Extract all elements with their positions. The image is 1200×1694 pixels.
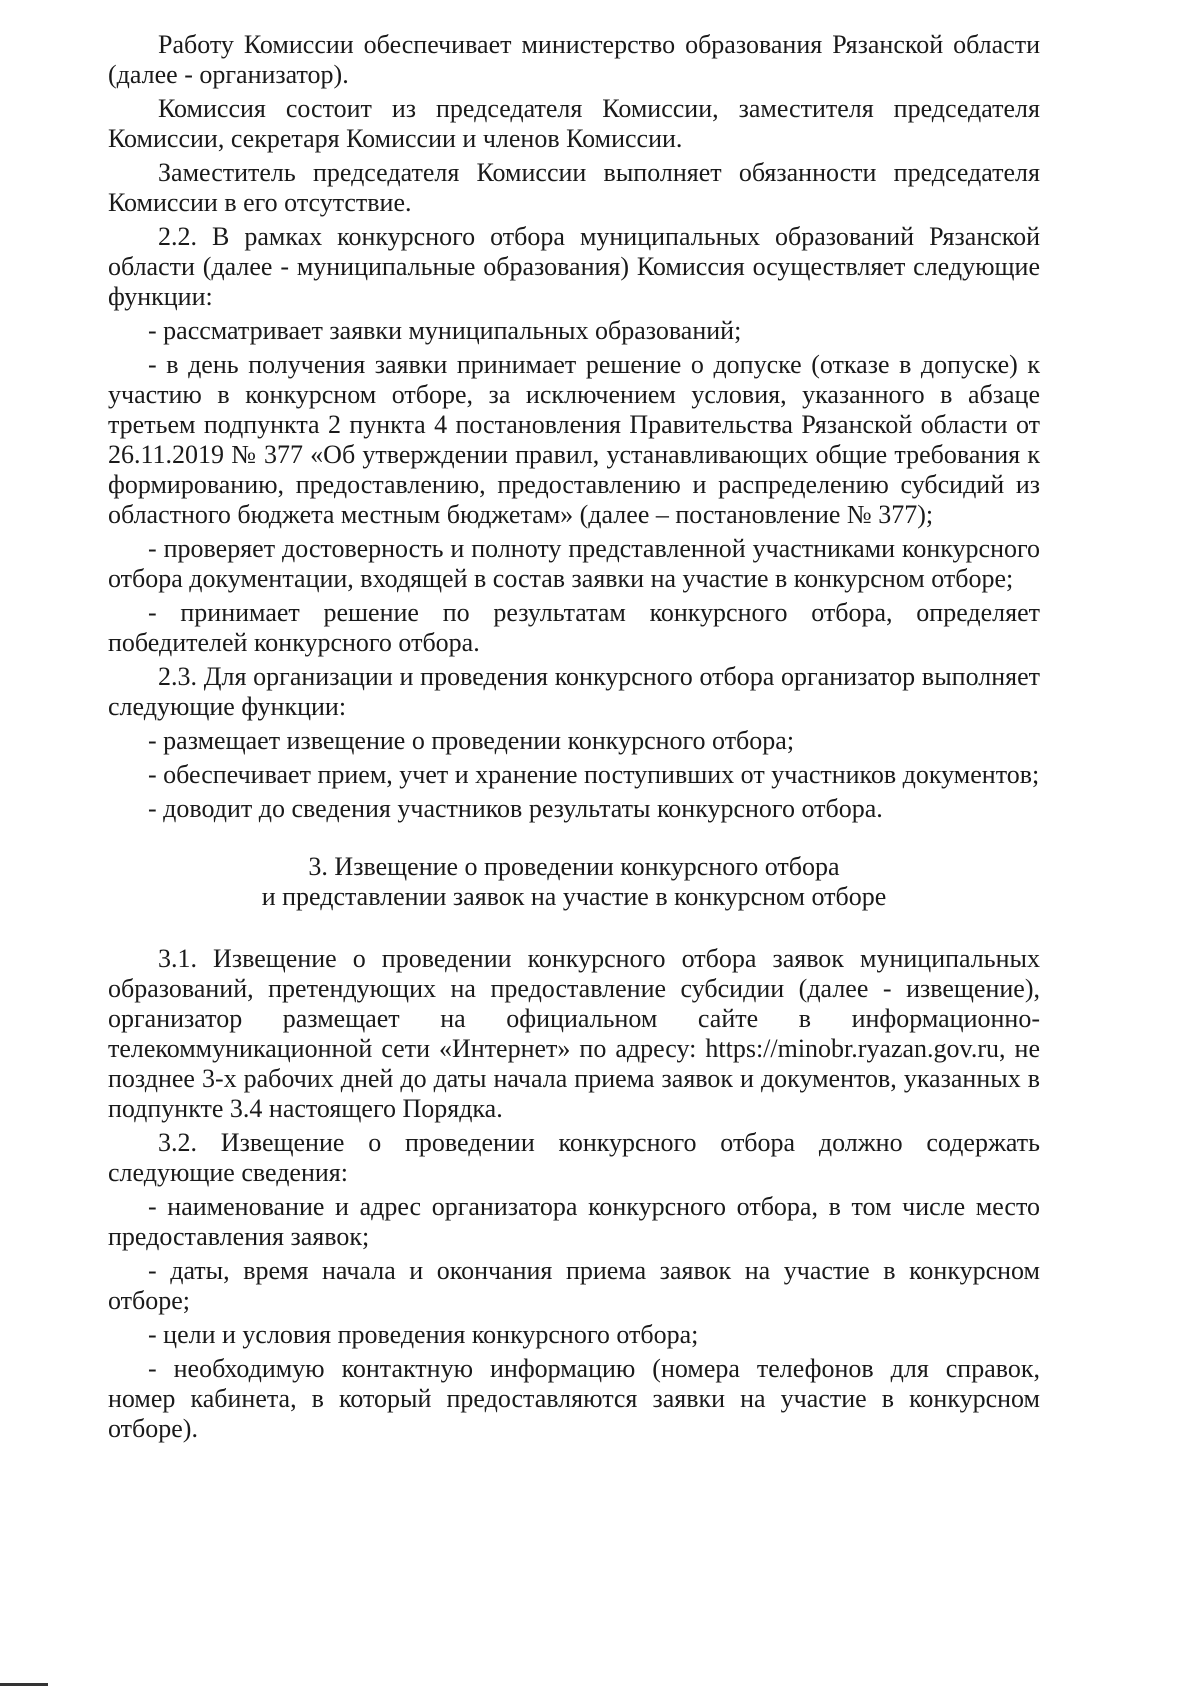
list-item: - размещает извещение о проведении конкурсного отбора; xyxy=(148,726,795,755)
list-item: - наименование и адрес организатора конкурсного отбора, в том числе место предоставления заявок; xyxy=(108,1192,1040,1251)
paragraph: Комиссия состоит из председателя Комиссии, заместителя председателя Комиссии, секретаря Комиссии и членов Комиссии. xyxy=(108,94,1040,153)
list-item: - принимает решение по результатам конкурсного отбора, определяет победителей конкурсного отбора. xyxy=(108,598,1040,657)
list-item: - в день получения заявки принимает решение о допуске (отказе в допуске) к участию в конкурсном отборе, за исключением условия, указанного в абзаце третьем подпункта 2 пункта 4 постановления Правительства Рязанской области от 26.11.2019 № 377 «Об утверждении правил, устанавливающих общие требования к формированию, предоставлению, предоставлению и распределению субсидий из областного бюджета местным бюджетам» (далее – постановление № 377); xyxy=(108,350,1040,529)
paragraph: 3.1. Извещение о проведении конкурсного отбора заявок муниципальных образований, претендующих на предоставление субсидии (далее - извещение), организатор размещает на официальном сайте в информационно-телекоммуникационной сети «Интернет» по адресу: https://minobr.ryazan.gov.ru, не позднее 3-х рабочих дней до даты начала приема заявок и документов, указанных в подпункте 3.4 настоящего Порядка. xyxy=(108,944,1040,1123)
list-item: - рассматривает заявки муниципальных образований; xyxy=(148,316,742,345)
paragraph: Заместитель председателя Комиссии выполняет обязанности председателя Комиссии в его отсутствие. xyxy=(108,158,1040,217)
list-item: - проверяет достоверность и полноту представленной участниками конкурсного отбора документации, входящей в состав заявки на участие в конкурсном отборе; xyxy=(108,534,1040,593)
paragraph: 2.3. Для организации и проведения конкурсного отбора организатор выполняет следующие функции: xyxy=(108,662,1040,721)
section-heading xyxy=(108,852,1040,912)
paragraph: Работу Комиссии обеспечивает министерство образования Рязанской области (далее - организатор). xyxy=(108,30,1040,89)
list-item: - даты, время начала и окончания приема заявок на участие в конкурсном отборе; xyxy=(108,1256,1040,1315)
list-item: - доводит до сведения участников результаты конкурсного отбора. xyxy=(148,794,883,823)
list-item: - обеспечивает прием, учет и хранение поступивших от участников документов; xyxy=(148,760,1040,789)
list-item: - цели и условия проведения конкурсного отбора; xyxy=(148,1320,699,1349)
scan-edge-mark xyxy=(0,1683,48,1686)
paragraph: 2.2. В рамках конкурсного отбора муниципальных образований Рязанской области (далее - муниципальные образования) Комиссия осуществляет следующие функции: xyxy=(108,222,1040,311)
list-item: - необходимую контактную информацию (номера телефонов для справок, номер кабинета, в который предоставляются заявки на участие в конкурсном отборе). xyxy=(108,1354,1040,1443)
paragraph: 3.2. Извещение о проведении конкурсного отбора должно содержать следующие сведения: xyxy=(108,1128,1040,1187)
section-heading-line-1: 3. Извещение о проведении конкурсного отбора xyxy=(308,852,840,881)
document-body xyxy=(108,30,1040,1448)
section-heading-line-2: и представлении заявок на участие в конкурсном отборе xyxy=(261,882,887,911)
